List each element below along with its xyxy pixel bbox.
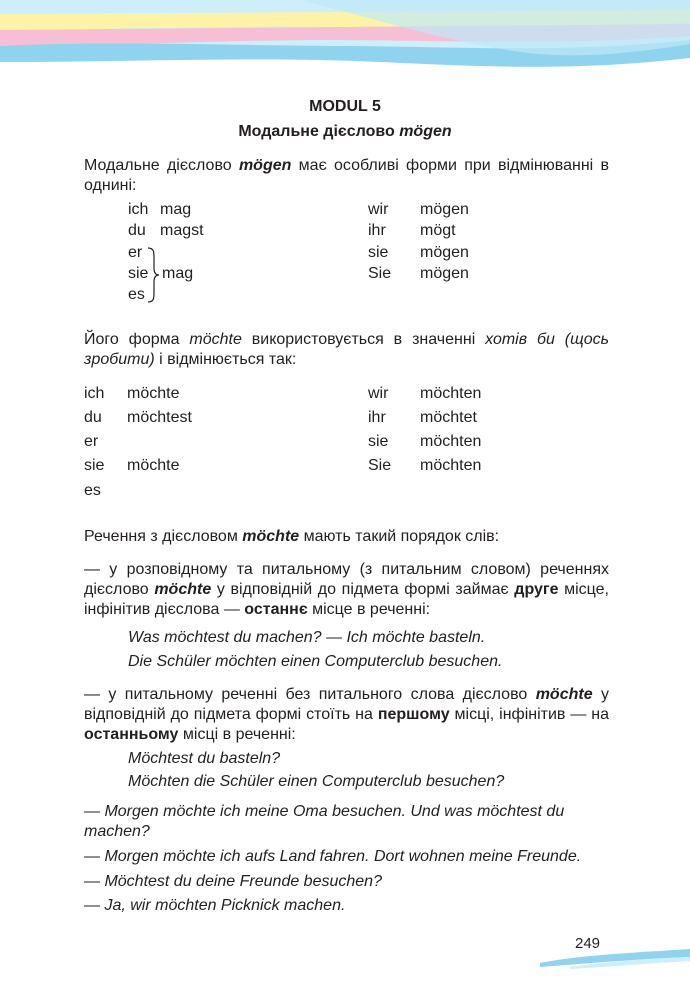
mochte-pronoun: sie: [368, 433, 389, 450]
subtitle-prefix: Модальне дієслово: [238, 123, 400, 140]
word-order-intro: [84, 527, 609, 547]
mogen-pronoun: wir: [368, 201, 389, 218]
mogen-form: mögen: [420, 244, 469, 261]
dialogue-line: — Möchtest du deine Freunde besuchen?: [84, 873, 382, 890]
mogen-pronoun: ich: [128, 201, 149, 218]
mochte-pronoun: Sie: [368, 457, 392, 474]
mogen-pronoun: sie: [368, 244, 389, 261]
mochte-pronoun: ihr: [368, 409, 386, 426]
example-sentence: Was möchtest du machen? — Ich möchte basteln.: [128, 629, 486, 646]
module-title: MODUL 5: [309, 98, 381, 115]
mochte-form: möchtet: [420, 409, 477, 426]
mochte-intro-pre: Його форма: [84, 331, 190, 348]
intro-pre: Модальне дієслово: [84, 157, 239, 174]
mogen-form: mögen: [420, 201, 469, 218]
rule1-bold2: останнє: [244, 601, 308, 618]
page-subtitle: [0, 123, 690, 141]
rule-one-paragraph: [84, 560, 609, 620]
mochte-pronoun: ich: [84, 385, 105, 402]
mochte-meaning: хотів би (щось зробити): [84, 331, 609, 368]
dialogue-line: — Morgen möchte ich aufs Land fahren. Dort wohnen meine Freunde.: [84, 848, 582, 865]
mochte-form: möchte: [127, 385, 180, 402]
mogen-form: mag: [162, 265, 194, 282]
rule1-bold1: друге: [514, 581, 559, 598]
mogen-pronoun: du: [128, 222, 146, 239]
subtitle-verb: mögen: [399, 123, 452, 140]
dialogue-line: — Ja, wir möchten Picknick machen.: [84, 897, 346, 914]
order-intro-pre: Речення з дієсловом: [84, 528, 243, 545]
mochte-intro-mid: використовується в значенні: [241, 331, 486, 348]
intro-post: має особливі форми при відмінюванні в однині:: [84, 157, 609, 194]
page-number: 249: [575, 935, 601, 952]
example-sentence: Möchten die Schüler einen Computerclub besuchen?: [128, 773, 505, 790]
mochte-pronoun: er: [84, 433, 99, 450]
rule2-c: місці, інфінітив — на: [449, 706, 610, 723]
mochte-form: möchten: [420, 433, 482, 450]
order-intro-post: мають такий порядок слів:: [299, 528, 500, 545]
rule1-b: у відповідній до підмета формі займає: [211, 581, 515, 598]
mochte-intro-verb: möchte: [189, 331, 242, 348]
rule1-c: місце, інфінітив дієслова —: [84, 581, 609, 618]
dialogue-line: — Morgen möchte ich meine Oma besuchen. Und was möchtest du machen?: [84, 803, 565, 840]
mogen-form: mögt: [420, 222, 456, 239]
mochte-form: möchten: [420, 457, 482, 474]
mogen-pronoun: er: [128, 244, 143, 261]
example-sentence: Möchtest du basteln?: [128, 750, 281, 767]
rule1-verb: möchte: [154, 581, 212, 598]
mogen-pronoun: sie: [128, 265, 149, 282]
rule1-a: — у розповідному та питальному (з питальним словом) реченнях дієслово: [84, 561, 609, 598]
order-intro-verb: möchte: [242, 528, 300, 545]
mochte-pronoun: du: [84, 409, 102, 426]
page-corner-wave-decoration: [540, 945, 690, 975]
rule2-bold1: першому: [377, 706, 450, 723]
mogen-form: mögen: [420, 265, 469, 282]
intro-paragraph: [84, 156, 609, 196]
curly-brace-icon: [146, 246, 160, 304]
rule2-b: у відповідній до підмета формі стоїть на: [84, 686, 609, 723]
mogen-pronoun: es: [128, 286, 145, 303]
mochte-intro-paragraph: [84, 330, 609, 370]
mochte-intro-post: і відмінюється так:: [154, 351, 297, 368]
mochte-pronoun: wir: [368, 385, 389, 402]
rule2-a: — у питальному реченні без питального слова дієслово: [84, 686, 536, 703]
rule2-d: місці в реченні:: [178, 726, 296, 743]
intro-verb: mögen: [238, 157, 292, 174]
mogen-form: mag: [160, 201, 192, 218]
rule2-verb: möchte: [535, 686, 593, 703]
mogen-pronoun: ihr: [368, 222, 386, 239]
mochte-form: möchtest: [127, 409, 192, 426]
header-wave-decoration: [0, 0, 690, 80]
rule1-d: місце в реченні:: [307, 601, 431, 618]
rule-two-paragraph: [84, 685, 609, 745]
mogen-form: magst: [160, 222, 204, 239]
mochte-pronoun: es: [84, 482, 101, 499]
rule2-bold2: останньому: [84, 726, 179, 743]
mochte-form: möchte: [127, 457, 180, 474]
mochte-pronoun: sie: [84, 457, 105, 474]
mochte-form: möchten: [420, 385, 482, 402]
example-sentence: Die Schüler möchten einen Computerclub besuchen.: [128, 653, 503, 670]
mogen-pronoun: Sie: [368, 265, 392, 282]
